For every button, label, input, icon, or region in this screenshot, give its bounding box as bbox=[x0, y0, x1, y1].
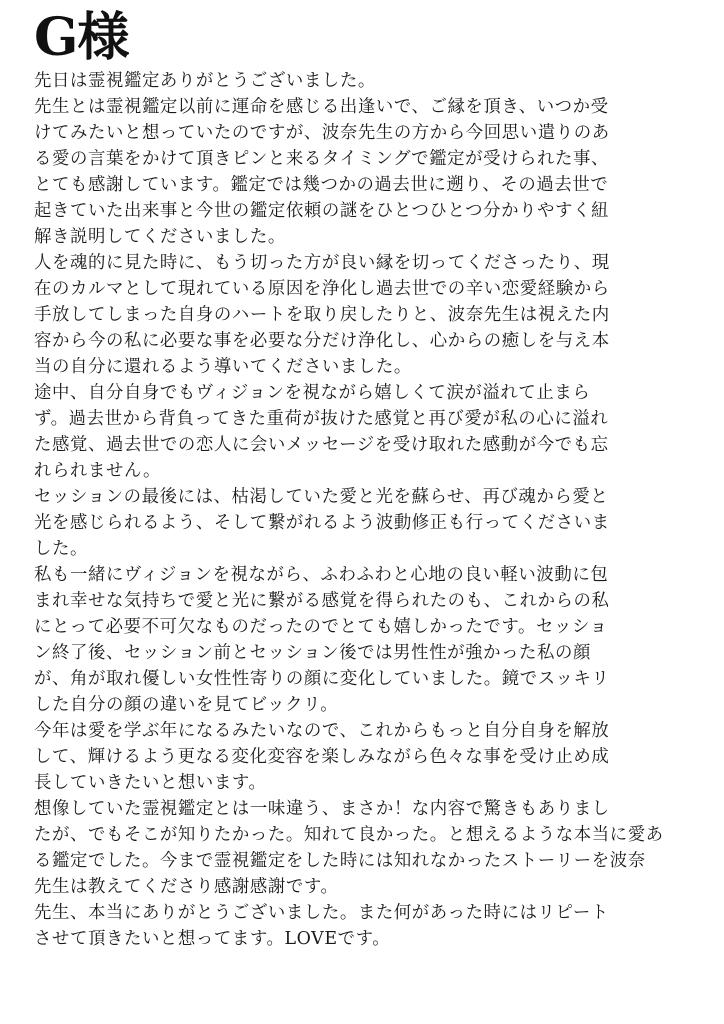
text-line: 長していきたいと想います。 bbox=[34, 773, 267, 793]
text-line: まれ幸せな気持ちで愛と光に繋がる感覚を得られたのも、これからの私 bbox=[34, 591, 610, 611]
text-line: 在のカルマとして現れている原因を浄化し過去世での辛い恋愛経験から bbox=[34, 279, 610, 299]
text-line: セッションの最後には、枯渇していた愛と光を蘇らせ、再び魂から愛と bbox=[34, 487, 609, 507]
text-line: ず。過去世から背負ってきた重荷が抜けた感覚と再び愛が私の心に溢れ bbox=[34, 409, 609, 429]
text-line: 光を感じられるよう、そして繋がれるよう波動修正も行ってくださいま bbox=[34, 513, 610, 533]
testimonial-page bbox=[34, 8, 694, 952]
text-line: 起きていた出来事と今世の鑑定依頼の謎をひとつひとつ分かりやすく紐 bbox=[34, 201, 610, 221]
text-line: た感覚、過去世での恋人に会いメッセージを受け取れた感動が今でも忘 bbox=[34, 435, 609, 455]
text-line: る鑑定でした。今まで霊視鑑定をした時には知れなかったストーリーを波奈 bbox=[34, 851, 646, 871]
text-line: 先日は霊視鑑定ありがとうございました。 bbox=[34, 71, 376, 91]
text-line: 今年は愛を学ぶ年になるみたいなので、これからもっと自分自身を解放 bbox=[34, 721, 610, 741]
text-line: 私も一緒にヴィジョンを視ながら、ふわふわと心地の良い軽い波動に包 bbox=[34, 565, 609, 585]
testimonial-body bbox=[34, 68, 694, 952]
text-line: 先生とは霊視鑑定以前に運命を感じる出逢いで、ご縁を頂き、いつか受 bbox=[34, 97, 609, 117]
text-line: れられません。 bbox=[34, 461, 161, 481]
text-line: にとって必要不可欠なものだったのでとても嬉しかったです。セッショ bbox=[34, 617, 608, 637]
text-line: 先生、本当にありがとうございました。また何があった時にはリピート bbox=[34, 903, 609, 923]
text-line: 先生は教えてくださり感謝感謝です。 bbox=[34, 877, 339, 897]
text-line: 想像していた霊視鑑定とは一味違う、まさか！な内容で驚きもありまし bbox=[34, 799, 610, 819]
text-line: けてみたいと想っていたのですが、波奈先生の方から今回思い遣りのあ bbox=[34, 123, 610, 143]
text-line: した。 bbox=[34, 539, 88, 559]
text-line: 解き説明してくださいました。 bbox=[34, 227, 286, 247]
text-line: が、角が取れ優しい女性性寄りの顔に変化していました。鏡でスッキリ bbox=[34, 669, 610, 689]
text-line: 人を魂的に見た時に、もう切った方が良い縁を切ってくださったり、現 bbox=[34, 253, 610, 273]
text-line: 途中、自分自身でもヴィジョンを視ながら嬉しくて涙が溢れて止まら bbox=[34, 383, 591, 403]
text-line: した自分の顔の違いを見てビックリ。 bbox=[34, 695, 339, 715]
text-line: とても感謝しています。鑑定では幾つかの過去世に遡り、その過去世で bbox=[34, 175, 609, 195]
text-line: 手放してしまった自身のハートを取り戻したりと、波奈先生は視えた内 bbox=[34, 305, 610, 325]
text-line: させて頂きたいと想ってます。LOVEです。 bbox=[34, 929, 391, 949]
text-line: 当の自分に還れるよう導いてくださいました。 bbox=[34, 357, 412, 377]
text-line: して、輝けるよう更なる変化変容を楽しみながら色々な事を受け止め成 bbox=[34, 747, 610, 767]
text-line: る愛の言葉をかけて頂きピンと来るタイミングで鑑定が受けられた事、 bbox=[34, 149, 610, 169]
page-title: G様 bbox=[34, 7, 129, 68]
text-line: たが、でもそこが知りたかった。知れて良かった。と想えるような本当に愛あ bbox=[34, 825, 664, 845]
text-line: 容から今の私に必要な事を必要な分だけ浄化し、心からの癒しを与え本 bbox=[34, 331, 610, 351]
text-line: ン終了後、セッション前とセッション後では男性性が強かった私の顔 bbox=[34, 643, 592, 663]
